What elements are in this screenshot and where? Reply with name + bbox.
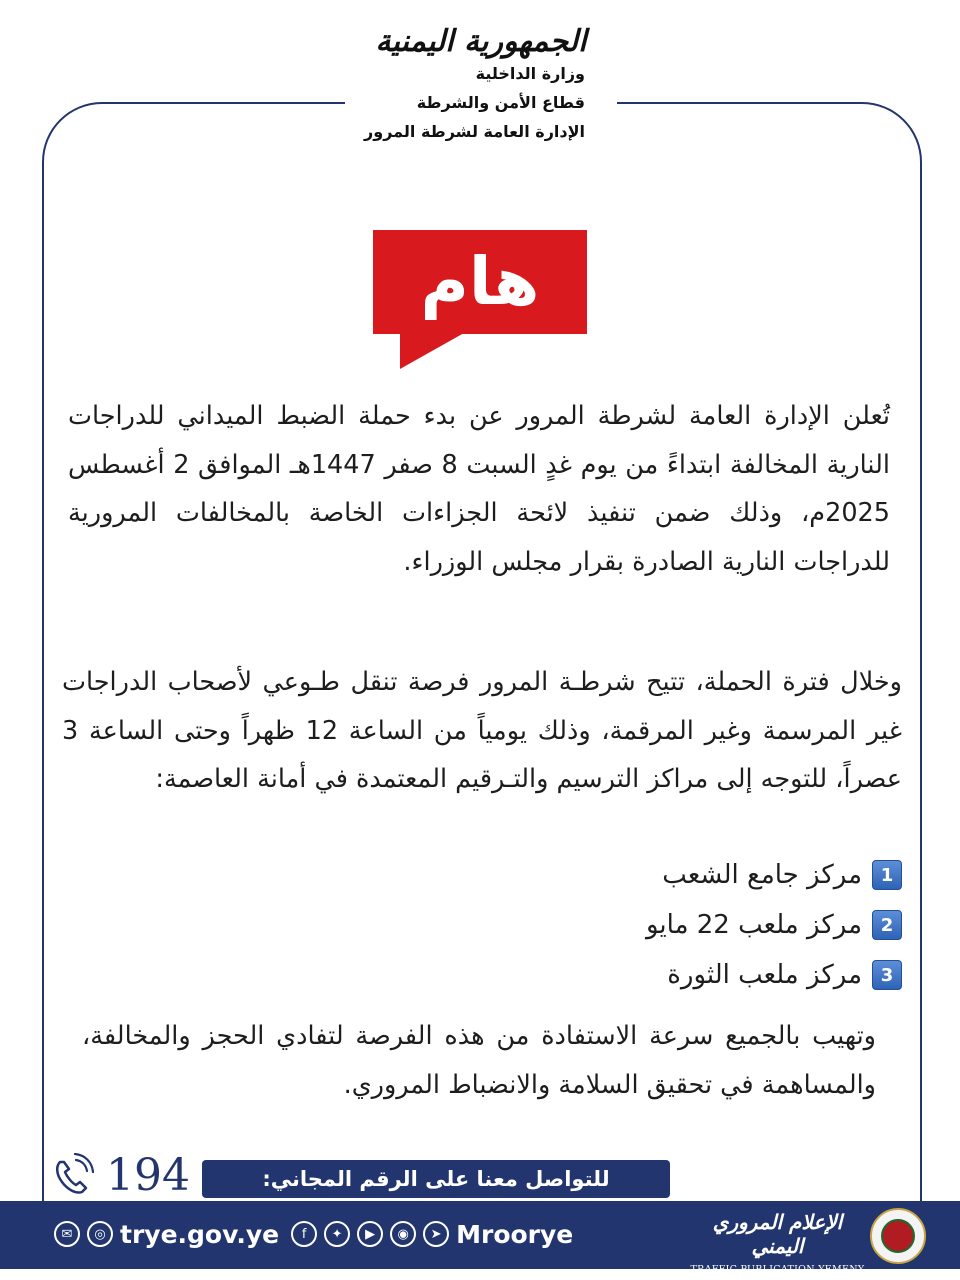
- number-badge-icon: 1: [872, 860, 902, 890]
- footer-links: [54, 1216, 573, 1252]
- contact-label: للتواصل معنا على الرقم المجاني:: [202, 1160, 670, 1198]
- number-badge-icon: 2: [872, 910, 902, 940]
- list-item: [646, 900, 902, 950]
- important-badge: هام: [373, 230, 587, 334]
- centers-list: [646, 850, 902, 1000]
- number-badge-icon: 3: [872, 960, 902, 990]
- center-label: مركز ملعب الثورة: [667, 960, 862, 990]
- hotline-number[interactable]: 194: [106, 1150, 190, 1201]
- police-emblem-icon: [870, 1208, 926, 1264]
- traffic-media-logo: [690, 1210, 865, 1275]
- letterhead: [345, 22, 617, 172]
- youtube-icon[interactable]: ▶: [357, 1221, 383, 1247]
- telegram-icon[interactable]: ➤: [423, 1221, 449, 1247]
- ministry-line: وزارة الداخلية: [475, 64, 585, 83]
- republic-title: الجمهورية اليمنية: [375, 24, 587, 59]
- logo-arabic: الإعلام المروري اليمني: [712, 1210, 843, 1258]
- instagram-icon[interactable]: ◉: [390, 1221, 416, 1247]
- phone-icon: [50, 1152, 94, 1200]
- emblem-center: [881, 1219, 915, 1253]
- logo-english: TRAFFIC PUBLICATION YEMENY: [690, 1264, 865, 1275]
- center-label: مركز ملعب 22 مايو: [645, 910, 862, 940]
- email-icon[interactable]: ✉: [54, 1221, 80, 1247]
- department-line: الإدارة العامة لشرطة المرور: [364, 122, 585, 141]
- facebook-icon[interactable]: f: [291, 1221, 317, 1247]
- center-label: مركز جامع الشعب: [662, 860, 862, 890]
- globe-icon[interactable]: ◎: [87, 1221, 113, 1247]
- badge-tail: [400, 333, 464, 369]
- social-handle[interactable]: Mroorye: [456, 1219, 574, 1249]
- twitter-icon[interactable]: ✦: [324, 1221, 350, 1247]
- closing-paragraph: وتهيب بالجميع سرعة الاستفادة من هذه الفرصة لتفادي الحجز والمخالفة، والمساهمة في تحقيق السلامة والانضباط المروري.: [82, 1021, 876, 1100]
- announcement-paragraph-1: تُعلن الإدارة العامة لشرطة المرور عن بدء حملة الضبط الميداني للدراجات النارية المخالفة ابتداءً من يوم غدٍ السبت 8 صفر 1447هـ الموافق 2 أغسطس 2025م، وذلك ضمن تنفيذ لائحة الجزاءات الخاصة بالمخالفات المرورية للدراجات النارية الصادرة بقرار مجلس الوزراء.: [68, 401, 890, 577]
- list-item: [646, 950, 902, 1000]
- announcement-paragraph-2: وخلال فترة الحملة، تتيح شرطـة المرور فرصة تنقل طـوعي لأصحاب الدراجات غير المرسمة وغير المرقمة، وذلك يومياً من الساعة 12 ظهراً وحتى الساعة 3 عصراً، للتوجه إلى مراكز الترسيم والتـرقيم المعتمدة في أمانة العاصمة:: [62, 667, 902, 794]
- sector-line: قطاع الأمن والشرطة: [416, 93, 585, 112]
- website-link[interactable]: trye.gov.ye: [120, 1219, 280, 1249]
- list-item: [646, 850, 902, 900]
